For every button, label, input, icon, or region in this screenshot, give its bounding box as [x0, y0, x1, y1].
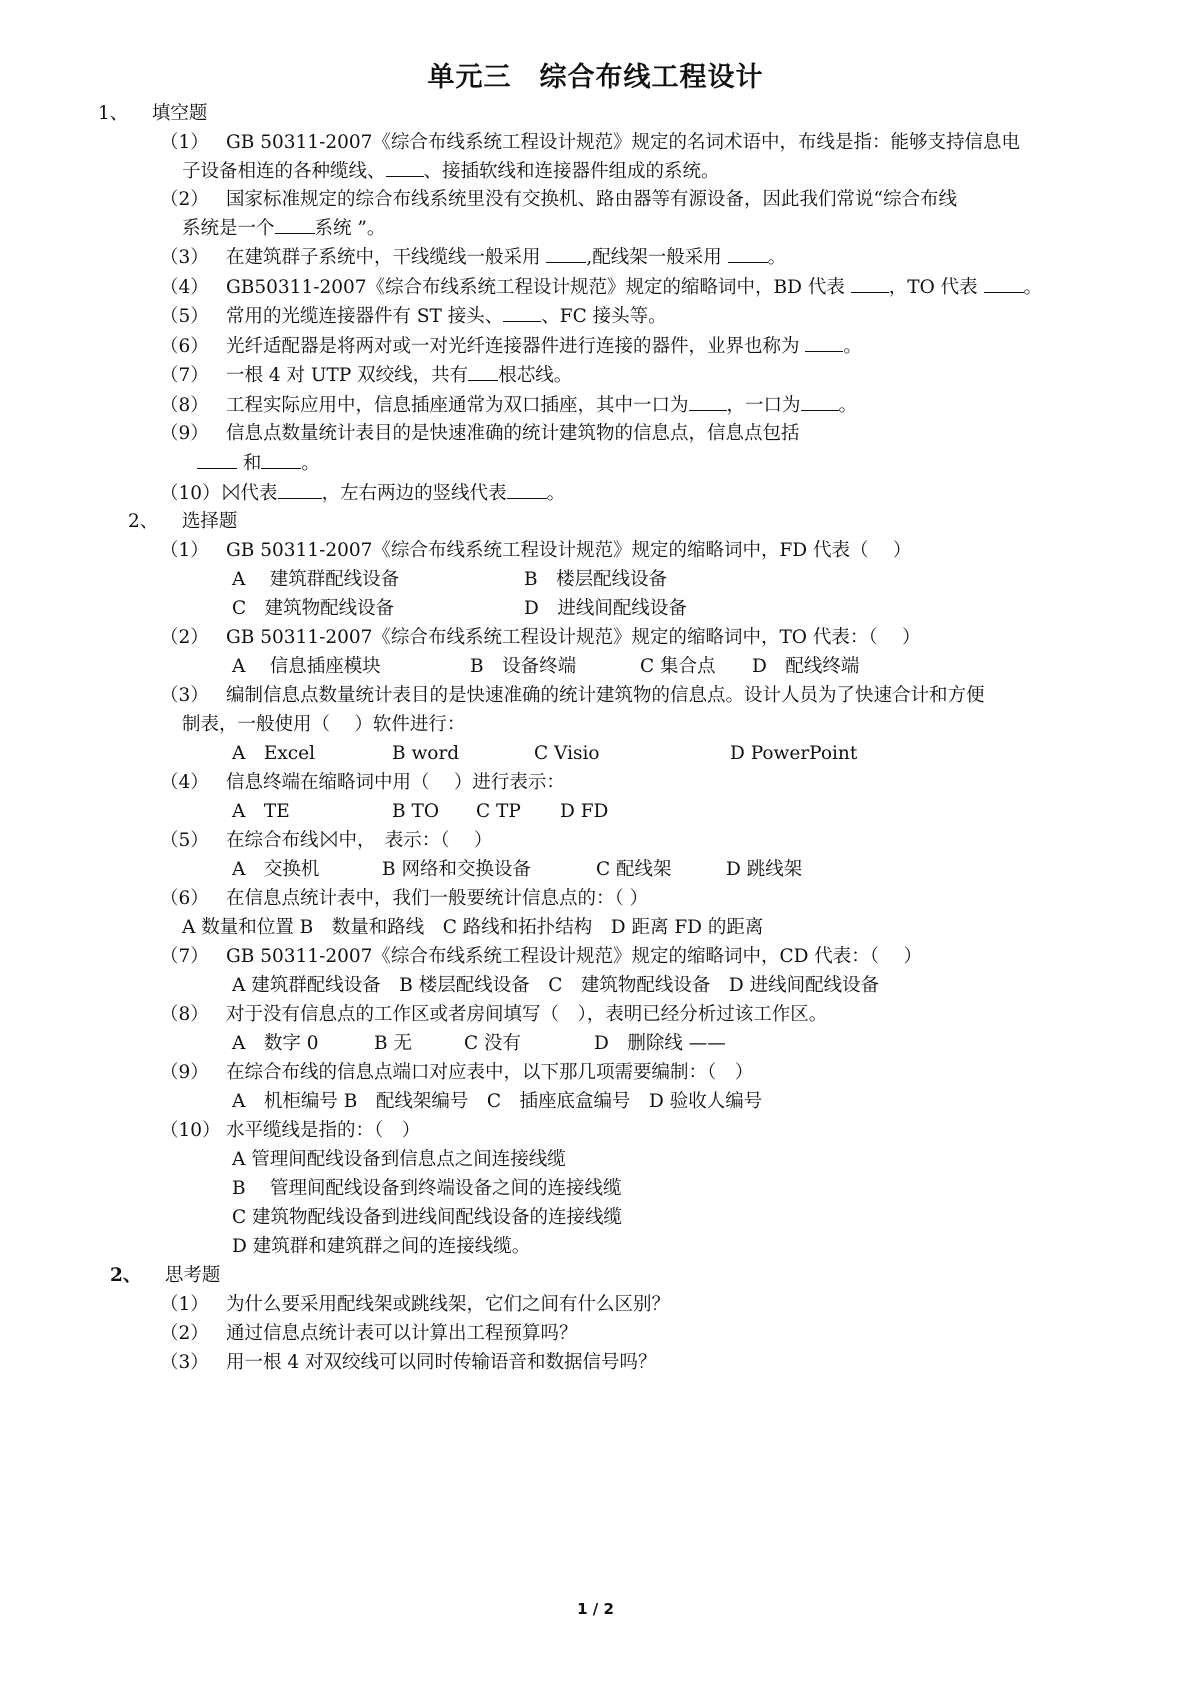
option-c[interactable]: C TP — [476, 801, 521, 822]
choice-q9: （9） 在综合布线的信息点端口对应表中，以下那几项需要编制：（ ） — [160, 1062, 754, 1083]
answer-blank[interactable] — [728, 244, 768, 263]
option-b[interactable]: B 网络和交换设备 — [382, 859, 531, 880]
choice-q2: （2） GB 50311-2007《综合布线系统工程设计规范》规定的缩略词中，TO 代表：（ ） — [160, 627, 921, 648]
choice-q6: （6） 在信息点统计表中，我们一般要统计信息点的：（ ） — [160, 888, 649, 909]
section-title: 思考题 — [164, 1265, 221, 1286]
cross-connect-symbol-icon — [222, 482, 240, 502]
choice-q10-option-a[interactable]: A 管理间配线设备到信息点之间连接线缆 — [232, 1149, 566, 1170]
fill-q2-line2: 系统是一个 系统 ”。 — [182, 215, 385, 242]
page-number: 1 / 2 — [577, 1600, 614, 1618]
option-b[interactable]: B TO — [392, 801, 439, 822]
section-number: 2、 — [128, 511, 159, 532]
option-b[interactable]: B 楼层配线设备 — [524, 569, 668, 590]
choice-q5: （5） 在综合布线 中， 表示：（ ） — [160, 830, 493, 851]
fill-q1-line1: （1） GB 50311-2007《综合布线系统工程设计规范》规定的名词术语中，布线是指：能够支持信息电 — [160, 132, 1020, 153]
thinking-q1: （1） 为什么要采用配线架或跳线架，它们之间有什么区别？ — [160, 1294, 671, 1315]
choice-q8-options — [232, 1031, 726, 1057]
option-a[interactable]: A 建筑群配线设备 — [232, 569, 400, 590]
answer-blank[interactable] — [689, 392, 727, 411]
fill-q3: （3） 在建筑群子系统中，干线缆线一般采用 ,配线架一般采用 。 — [160, 244, 786, 271]
option-c[interactable]: C 没有 — [464, 1033, 522, 1054]
option-a[interactable]: A Excel — [232, 743, 316, 764]
choice-q10: （10） 水平缆线是指的：（ ） — [160, 1120, 421, 1141]
section-number: 1、 — [98, 103, 129, 124]
choice-q1-options-ab — [232, 567, 667, 593]
choice-q6-options: A 数量和位置 B 数量和路线 C 路线和拓扑结构 D 距离 FD 的距离 — [182, 917, 764, 938]
option-d[interactable]: D 进线间配线设备 — [524, 598, 687, 619]
answer-blank[interactable] — [507, 480, 547, 499]
fill-q9-line2: 和 。 — [197, 450, 320, 477]
fill-q9-line1: （9） 信息点数量统计表目的是快速准确的统计建筑物的信息点，信息点包括 — [160, 423, 800, 444]
fill-q7: （7） 一根 4 对 UTP 双绞线，共有 根芯线。 — [160, 362, 572, 389]
fill-q2-line1: （2） 国家标准规定的综合布线系统里没有交换机、路由器等有源设备，因此我们常说“综合布线 — [160, 189, 957, 210]
option-c[interactable]: C 集合点 — [640, 656, 716, 677]
option-a[interactable]: A 数字 0 — [232, 1033, 319, 1054]
option-a[interactable]: A 交换机 — [232, 859, 320, 880]
fill-q1-line2: 子设备相连的各种缆线、 、接插软线和连接器件组成的系统。 — [182, 158, 720, 185]
choice-q10-option-c[interactable]: C 建筑物配线设备到进线间配线设备的连接线缆 — [232, 1207, 623, 1228]
cross-connect-symbol-icon — [320, 829, 338, 849]
answer-blank[interactable] — [801, 392, 839, 411]
option-c[interactable]: C 配线架 — [596, 859, 672, 880]
answer-blank[interactable] — [503, 303, 541, 322]
choice-q1-options-cd — [232, 596, 687, 622]
choice-q10-option-d[interactable]: D 建筑群和建筑群之间的连接线缆。 — [232, 1236, 531, 1257]
fill-q4: （4） GB50311-2007《综合布线系统工程设计规范》规定的缩略词中，BD 代表 ，TO 代表 。 — [160, 274, 1042, 301]
option-d[interactable]: D FD — [560, 801, 609, 822]
choice-q4: （4） 信息终端在缩略词中用（ ）进行表示： — [160, 772, 565, 793]
option-a[interactable]: A TE — [232, 801, 290, 822]
answer-blank[interactable] — [261, 450, 301, 469]
answer-blank[interactable] — [275, 215, 315, 234]
option-c[interactable]: C Visio — [534, 743, 600, 764]
option-b[interactable]: B word — [392, 743, 460, 764]
option-d[interactable]: D 删除线 —— — [594, 1033, 726, 1054]
fill-q8: （8） 工程实际应用中，信息插座通常为双口插座，其中一口为 ，一口为 。 — [160, 392, 857, 419]
fill-q5: （5） 常用的光缆连接器件有 ST 接头、 、FC 接头等。 — [160, 303, 667, 330]
answer-blank[interactable] — [197, 450, 237, 469]
option-d[interactable]: D 配线终端 — [752, 656, 860, 677]
choice-q7-options: A 建筑群配线设备 B 楼层配线设备 C 建筑物配线设备 D 进线间配线设备 — [232, 975, 880, 996]
answer-blank[interactable] — [805, 333, 843, 352]
section-title: 选择题 — [181, 511, 238, 532]
option-c[interactable]: C 建筑物配线设备 — [232, 598, 395, 619]
choice-q9-options: A 机柜编号 B 配线架编号 C 插座底盒编号 D 验收人编号 — [232, 1091, 763, 1112]
choice-q1: （1） GB 50311-2007《综合布线系统工程设计规范》规定的缩略词中，FD 代表（ ） — [160, 540, 912, 561]
thinking-q3: （3） 用一根 4 对双绞线可以同时传输语音和数据信号吗？ — [160, 1352, 657, 1373]
answer-blank[interactable] — [468, 362, 498, 381]
answer-blank[interactable] — [984, 274, 1024, 293]
section-title: 填空题 — [151, 103, 208, 124]
choice-q5-options — [232, 857, 802, 883]
choice-q3-line2: 制表，一般使用（ ）软件进行： — [182, 714, 466, 735]
answer-blank[interactable] — [278, 480, 322, 499]
option-b[interactable]: B 无 — [374, 1033, 412, 1054]
choice-q3-line1: （3） 编制信息点数量统计表目的是快速准确的统计建筑物的信息点。设计人员为了快速合计和方便 — [160, 685, 985, 706]
answer-blank[interactable] — [546, 244, 586, 263]
section-number: 2、 — [110, 1265, 142, 1286]
choice-q2-options — [232, 654, 859, 680]
section-heading-choice — [128, 509, 237, 535]
section-heading-thinking — [110, 1263, 220, 1289]
section-heading-fill-blank — [98, 101, 207, 127]
choice-q10-option-b[interactable]: B 管理间配线设备到终端设备之间的连接线缆 — [232, 1178, 622, 1199]
choice-q3-options — [232, 741, 857, 767]
option-b[interactable]: B 设备终端 — [470, 656, 577, 677]
fill-q10: （10） 代表 ，左右两边的竖线代表 。 — [160, 480, 565, 507]
option-a[interactable]: A 信息插座模块 — [232, 656, 381, 677]
page-title: 单元三 综合布线工程设计 — [427, 62, 764, 93]
answer-blank[interactable] — [386, 158, 424, 177]
option-d[interactable]: D 跳线架 — [726, 859, 803, 880]
choice-q8: （8） 对于没有信息点的工作区或者房间填写（ ），表明已经分析过该工作区。 — [160, 1004, 828, 1025]
thinking-q2: （2） 通过信息点统计表可以计算出工程预算吗？ — [160, 1323, 578, 1344]
choice-q7: （7） GB 50311-2007《综合布线系统工程设计规范》规定的缩略词中，CD 代表：（ ） — [160, 946, 922, 967]
answer-blank[interactable] — [851, 274, 889, 293]
choice-q4-options — [232, 799, 608, 825]
option-d[interactable]: D PowerPoint — [730, 743, 858, 764]
fill-q6: （6） 光纤适配器是将两对或一对光纤连接器件进行连接的器件，业界也称为 。 — [160, 333, 862, 360]
